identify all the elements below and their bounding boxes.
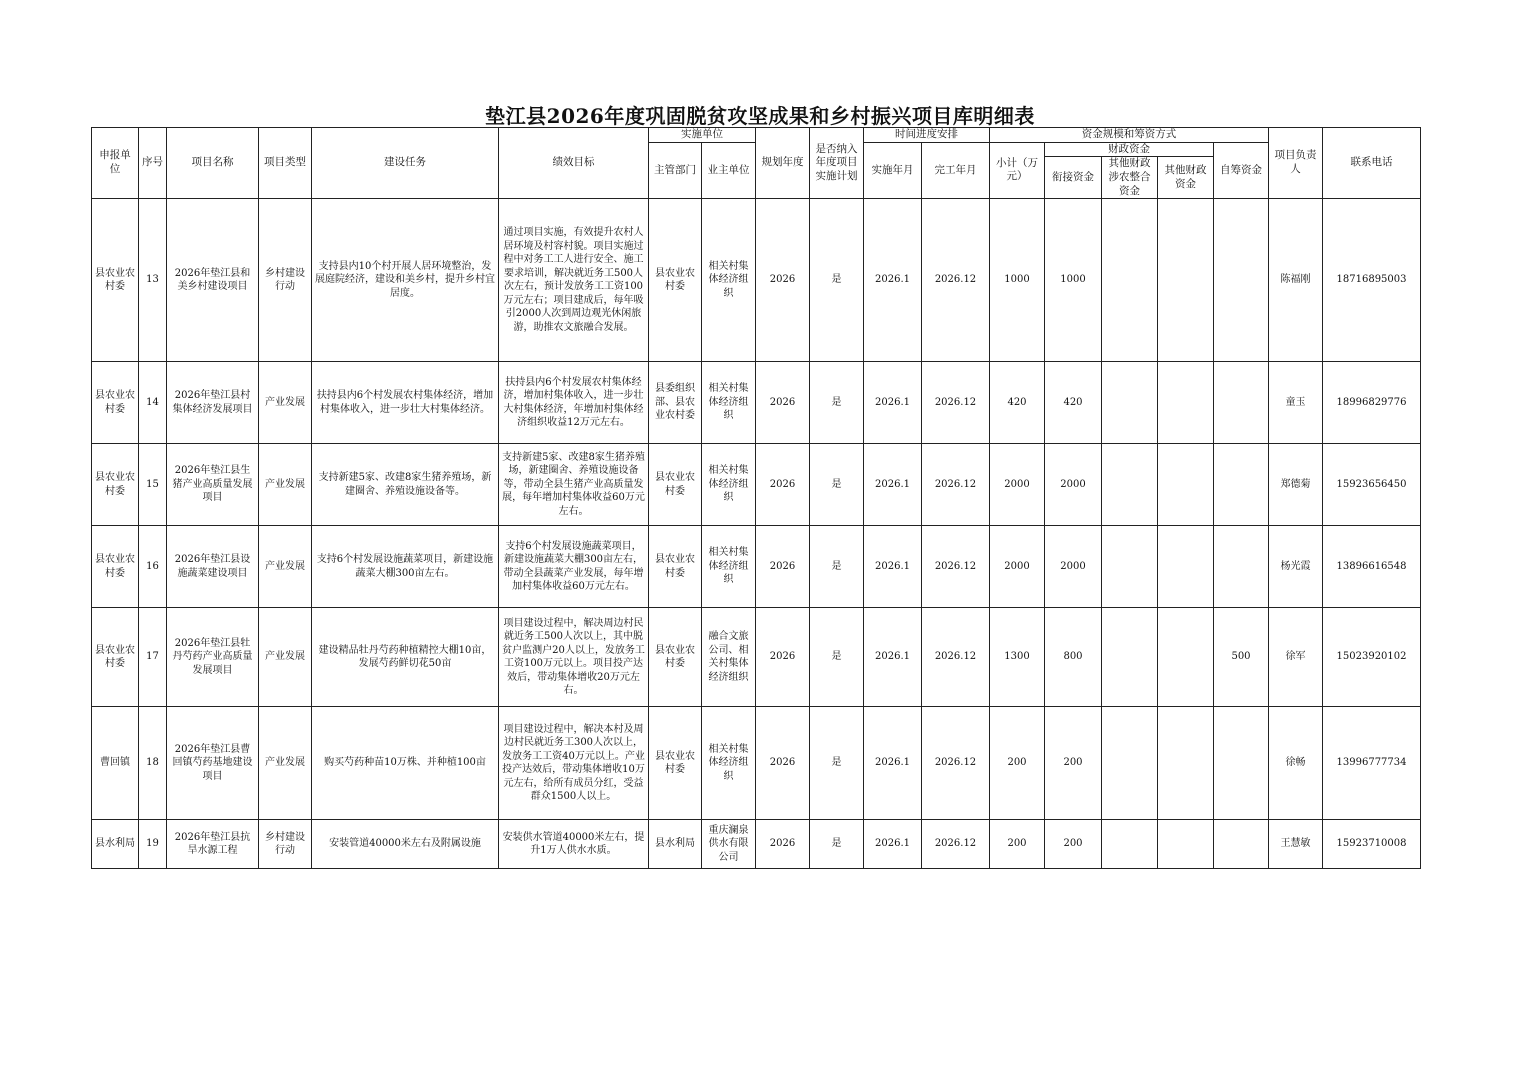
cell-unit: 曹回镇 [92, 707, 139, 820]
cell-start: 2026.1 [864, 199, 922, 362]
cell-phone: 18716895003 [1323, 199, 1421, 362]
header-subtotal: 小计（万元） [990, 142, 1045, 199]
cell-start: 2026.1 [864, 444, 922, 526]
cell-other-agri [1102, 362, 1158, 444]
cell-subtotal: 2000 [990, 444, 1045, 526]
cell-goal: 项目建设过程中，解决本村及周边村民就近务工300人次以上，发放务工工资40万元以上。产业投产达效后，带动集体增收10万元左右，给所有成员分红，受益群众1500人以上。 [499, 707, 649, 820]
cell-subtotal: 420 [990, 362, 1045, 444]
cell-other-fiscal [1158, 526, 1214, 608]
cell-type: 乡村建设行动 [259, 199, 312, 362]
cell-type: 产业发展 [259, 526, 312, 608]
header-schedule: 时间进度安排 [864, 128, 990, 143]
cell-seq: 16 [139, 526, 167, 608]
cell-subtotal: 2000 [990, 526, 1045, 608]
cell-task: 支持县内10个村开展人居环境整治，发展庭院经济，建设和美乡村，提升乡村宜居度。 [312, 199, 499, 362]
cell-owner: 重庆澜泉供水有限公司 [702, 820, 756, 869]
cell-other-agri [1102, 707, 1158, 820]
header-other-agri: 其他财政涉农整合资金 [1102, 157, 1158, 199]
cell-other-agri [1102, 444, 1158, 526]
cell-included: 是 [810, 362, 864, 444]
cell-task: 支持6个村发展设施蔬菜项目，新建设施蔬菜大棚300亩左右。 [312, 526, 499, 608]
cell-included: 是 [810, 608, 864, 707]
header-leader: 项目负责人 [1269, 128, 1323, 199]
cell-task: 建设精品牡丹芍药种植精控大棚10亩，发展芍药鲜切花50亩 [312, 608, 499, 707]
header-goal: 绩效目标 [499, 128, 649, 199]
cell-included: 是 [810, 526, 864, 608]
cell-year: 2026 [756, 707, 810, 820]
cell-link: 2000 [1045, 444, 1102, 526]
header-dept: 主管部门 [649, 142, 702, 199]
cell-end: 2026.12 [922, 608, 990, 707]
cell-dept: 县农业农村委 [649, 526, 702, 608]
header-type: 项目类型 [259, 128, 312, 199]
cell-unit: 县农业农村委 [92, 199, 139, 362]
cell-name: 2026年垫江县抗旱水源工程 [167, 820, 259, 869]
cell-unit: 县农业农村委 [92, 444, 139, 526]
cell-seq: 17 [139, 608, 167, 707]
cell-task: 支持新建5家、改建8家生猪养殖场，新建圈舍、养殖设施设备等。 [312, 444, 499, 526]
table-row [92, 444, 1421, 526]
table-header [92, 128, 1421, 199]
page-title: 垫江县2026年度巩固脱贫攻坚成果和乡村振兴项目库明细表 [485, 104, 1035, 128]
header-name: 项目名称 [167, 128, 259, 199]
cell-included: 是 [810, 199, 864, 362]
cell-seq: 18 [139, 707, 167, 820]
cell-subtotal: 200 [990, 820, 1045, 869]
cell-unit: 县农业农村委 [92, 526, 139, 608]
cell-leader: 陈福刚 [1269, 199, 1323, 362]
header-start: 实施年月 [864, 142, 922, 199]
cell-unit: 县水利局 [92, 820, 139, 869]
cell-link: 800 [1045, 608, 1102, 707]
cell-self [1214, 707, 1269, 820]
cell-end: 2026.12 [922, 820, 990, 869]
cell-dept: 县农业农村委 [649, 444, 702, 526]
cell-seq: 13 [139, 199, 167, 362]
cell-end: 2026.12 [922, 444, 990, 526]
cell-other-agri [1102, 608, 1158, 707]
cell-name: 2026年垫江县和美乡村建设项目 [167, 199, 259, 362]
cell-dept: 县农业农村委 [649, 707, 702, 820]
table-row [92, 608, 1421, 707]
cell-dept: 县农业农村委 [649, 199, 702, 362]
cell-link: 200 [1045, 820, 1102, 869]
cell-subtotal: 1000 [990, 199, 1045, 362]
cell-included: 是 [810, 820, 864, 869]
project-table [91, 127, 1421, 869]
cell-end: 2026.12 [922, 526, 990, 608]
table-row [92, 199, 1421, 362]
cell-leader: 徐畅 [1269, 707, 1323, 820]
cell-self: 500 [1214, 608, 1269, 707]
cell-goal: 支持新建5家、改建8家生猪养殖场，新建圈舍、养殖设施设备等，带动全县生猪产业高质量发展，每年增加村集体收益60万元左右。 [499, 444, 649, 526]
cell-end: 2026.12 [922, 199, 990, 362]
cell-unit: 县农业农村委 [92, 608, 139, 707]
header-end: 完工年月 [922, 142, 990, 199]
cell-type: 乡村建设行动 [259, 820, 312, 869]
cell-seq: 15 [139, 444, 167, 526]
header-included: 是否纳入年度项目实施计划 [810, 128, 864, 199]
cell-year: 2026 [756, 526, 810, 608]
cell-other-fiscal [1158, 820, 1214, 869]
cell-name: 2026年垫江县牡丹芍药产业高质量发展项目 [167, 608, 259, 707]
cell-seq: 19 [139, 820, 167, 869]
header-phone: 联系电话 [1323, 128, 1421, 199]
header-other-fiscal: 其他财政资金 [1158, 157, 1214, 199]
header-link: 衔接资金 [1045, 157, 1102, 199]
cell-other-fiscal [1158, 608, 1214, 707]
header-fiscal: 财政资金 [1045, 142, 1214, 157]
cell-included: 是 [810, 707, 864, 820]
cell-subtotal: 200 [990, 707, 1045, 820]
cell-other-agri [1102, 199, 1158, 362]
cell-year: 2026 [756, 444, 810, 526]
header-funds: 资金规模和筹资方式 [990, 128, 1269, 143]
cell-other-fiscal [1158, 362, 1214, 444]
cell-owner: 融合文旅公司、相关村集体经济组织 [702, 608, 756, 707]
cell-self [1214, 444, 1269, 526]
cell-link: 1000 [1045, 199, 1102, 362]
cell-leader: 徐军 [1269, 608, 1323, 707]
cell-task: 安装管道40000米左右及附属设施 [312, 820, 499, 869]
cell-unit: 县农业农村委 [92, 362, 139, 444]
cell-link: 420 [1045, 362, 1102, 444]
header-unit: 申报单位 [92, 128, 139, 199]
cell-goal: 项目建设过程中，解决周边村民就近务工500人次以上，其中脱贫户监测户20人以上，发放务工工资100万元以上。项目投产达效后，带动集体增收20万元左右。 [499, 608, 649, 707]
header-impl: 实施单位 [649, 128, 756, 143]
cell-leader: 郑德菊 [1269, 444, 1323, 526]
table-row [92, 707, 1421, 820]
cell-start: 2026.1 [864, 526, 922, 608]
cell-year: 2026 [756, 608, 810, 707]
table-row [92, 820, 1421, 869]
cell-end: 2026.12 [922, 707, 990, 820]
cell-owner: 相关村集体经济组织 [702, 707, 756, 820]
cell-start: 2026.1 [864, 707, 922, 820]
cell-self [1214, 362, 1269, 444]
cell-goal: 通过项目实施，有效提升农村人居环境及村容村貌。项目实施过程中对务工工人进行安全、施工要求培训，解决就近务工500人次左右，预计发放务工工资100万元左右；项目建成后，每年吸引2000人次到周边观光休闲旅游，助推农文旅融合发展。 [499, 199, 649, 362]
cell-dept: 县委组织部、县农业农村委 [649, 362, 702, 444]
cell-start: 2026.1 [864, 820, 922, 869]
cell-goal: 支持6个村发展设施蔬菜项目，新建设施蔬菜大棚300亩左右，带动全县蔬菜产业发展，每年增加村集体收益60万元左右。 [499, 526, 649, 608]
cell-self [1214, 820, 1269, 869]
cell-year: 2026 [756, 362, 810, 444]
cell-link: 200 [1045, 707, 1102, 820]
cell-type: 产业发展 [259, 608, 312, 707]
cell-name: 2026年垫江县设施蔬菜建设项目 [167, 526, 259, 608]
cell-phone: 15923710008 [1323, 820, 1421, 869]
cell-year: 2026 [756, 820, 810, 869]
cell-owner: 相关村集体经济组织 [702, 444, 756, 526]
cell-link: 2000 [1045, 526, 1102, 608]
cell-phone: 15923656450 [1323, 444, 1421, 526]
cell-phone: 13896616548 [1323, 526, 1421, 608]
header-self: 自筹资金 [1214, 142, 1269, 199]
cell-year: 2026 [756, 199, 810, 362]
cell-name: 2026年垫江县生猪产业高质量发展项目 [167, 444, 259, 526]
cell-task: 购买芍药种苗10万株、并种植100亩 [312, 707, 499, 820]
cell-other-fiscal [1158, 199, 1214, 362]
header-task: 建设任务 [312, 128, 499, 199]
cell-name: 2026年垫江县村集体经济发展项目 [167, 362, 259, 444]
cell-phone: 18996829776 [1323, 362, 1421, 444]
cell-dept: 县农业农村委 [649, 608, 702, 707]
cell-other-fiscal [1158, 707, 1214, 820]
cell-other-fiscal [1158, 444, 1214, 526]
cell-seq: 14 [139, 362, 167, 444]
table-row [92, 526, 1421, 608]
cell-type: 产业发展 [259, 362, 312, 444]
cell-other-agri [1102, 820, 1158, 869]
table-body [92, 199, 1421, 869]
cell-subtotal: 1300 [990, 608, 1045, 707]
cell-end: 2026.12 [922, 362, 990, 444]
header-year: 规划年度 [756, 128, 810, 199]
cell-self [1214, 526, 1269, 608]
cell-type: 产业发展 [259, 444, 312, 526]
cell-phone: 15023920102 [1323, 608, 1421, 707]
header-owner: 业主单位 [702, 142, 756, 199]
cell-name: 2026年垫江县曹回镇芍药基地建设项目 [167, 707, 259, 820]
cell-leader: 王慧敏 [1269, 820, 1323, 869]
cell-included: 是 [810, 444, 864, 526]
cell-other-agri [1102, 526, 1158, 608]
cell-start: 2026.1 [864, 608, 922, 707]
cell-leader: 童玉 [1269, 362, 1323, 444]
cell-self [1214, 199, 1269, 362]
cell-start: 2026.1 [864, 362, 922, 444]
cell-owner: 相关村集体经济组织 [702, 199, 756, 362]
table-row [92, 362, 1421, 444]
cell-task: 扶持县内6个村发展农村集体经济，增加村集体收入，进一步壮大村集体经济。 [312, 362, 499, 444]
cell-goal: 安装供水管道40000米左右，提升1万人供水水质。 [499, 820, 649, 869]
cell-phone: 13996777734 [1323, 707, 1421, 820]
cell-type: 产业发展 [259, 707, 312, 820]
cell-owner: 相关村集体经济组织 [702, 362, 756, 444]
cell-leader: 杨光霞 [1269, 526, 1323, 608]
cell-goal: 扶持县内6个村发展农村集体经济，增加村集体收入，进一步壮大村集体经济，年增加村集体经济组织收益12万元左右。 [499, 362, 649, 444]
cell-dept: 县水利局 [649, 820, 702, 869]
cell-owner: 相关村集体经济组织 [702, 526, 756, 608]
header-seq: 序号 [139, 128, 167, 199]
